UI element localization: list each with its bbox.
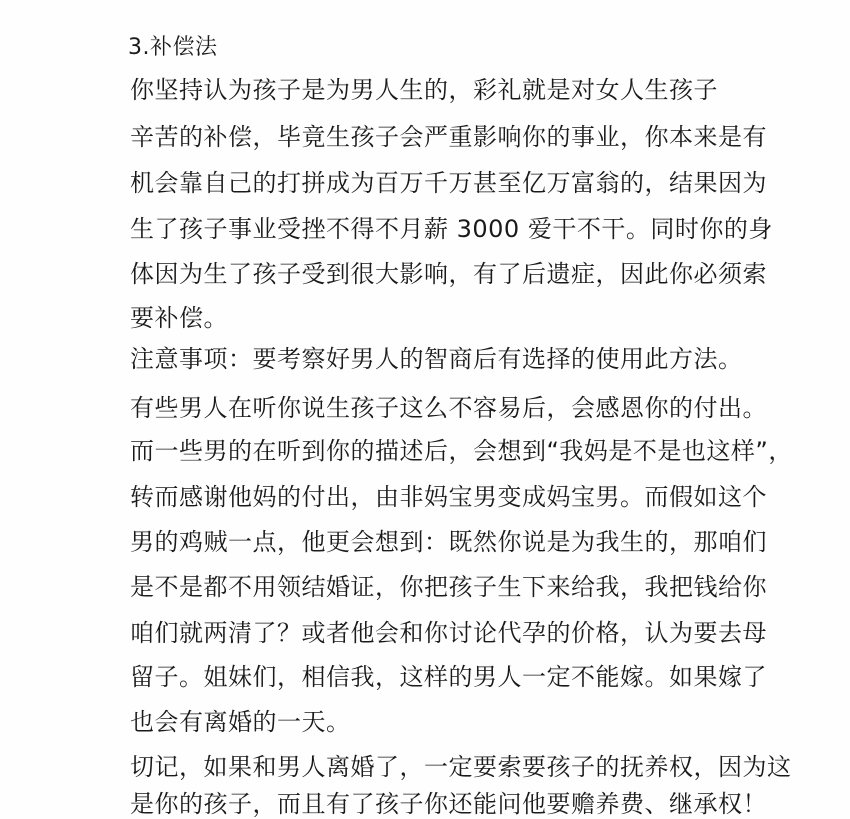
text-line-10: 转而感谢他妈的付出，由非妈宝男变成妈宝男。而假如这个	[130, 483, 767, 511]
text-line-3: 机会靠自己的打拼成为百万千万甚至亿万富翁的，结果因为	[130, 169, 767, 197]
text-line-13: 咱们就两清了？或者他会和你讨论代孕的价格，认为要去母	[130, 619, 767, 647]
text-line-11: 男的鸡贼一点，他更会想到：既然你说是为我生的，那咱们	[130, 528, 767, 556]
text-line-16: 切记，如果和男人离婚了，一定要索要孩子的抚养权，因为这	[130, 753, 792, 781]
text-line-14: 留子。姐妹们，相信我，这样的男人一定不能嫁。如果嫁了	[130, 663, 767, 691]
text-line-17: 是你的孩子，而且有了孩子你还能问他要赡养费、继承权！	[130, 790, 767, 818]
text-line-15: 也会有离婚的一天。	[130, 708, 351, 736]
text-line-6: 要补偿。	[130, 304, 228, 332]
text-line-4: 生了孩子事业受挫不得不月薪 3000 爱干不干。同时你的身	[130, 215, 773, 243]
text-line-12: 是不是都不用领结婚证，你把孩子生下来给我，我把钱给你	[130, 573, 767, 601]
text-line-2: 辛苦的补偿，毕竟生孩子会严重影响你的事业，你本来是有	[130, 123, 767, 151]
text-line-8: 有些男人在听你说生孩子这么不容易后，会感恩你的付出。	[130, 394, 767, 422]
text-line-9: 而一些男的在听到你的描述后，会想到“我妈是不是也这样”，	[130, 437, 793, 465]
text-line-7: 注意事项：要考察好男人的智商后有选择的使用此方法。	[130, 345, 743, 373]
section-heading: 3.补偿法	[128, 35, 218, 60]
text-line-1: 你坚持认为孩子是为男人生的，彩礼就是对女人生孩子	[130, 76, 718, 104]
text-line-5: 体因为生了孩子受到很大影响，有了后遗症，因此你必须索	[130, 260, 767, 288]
